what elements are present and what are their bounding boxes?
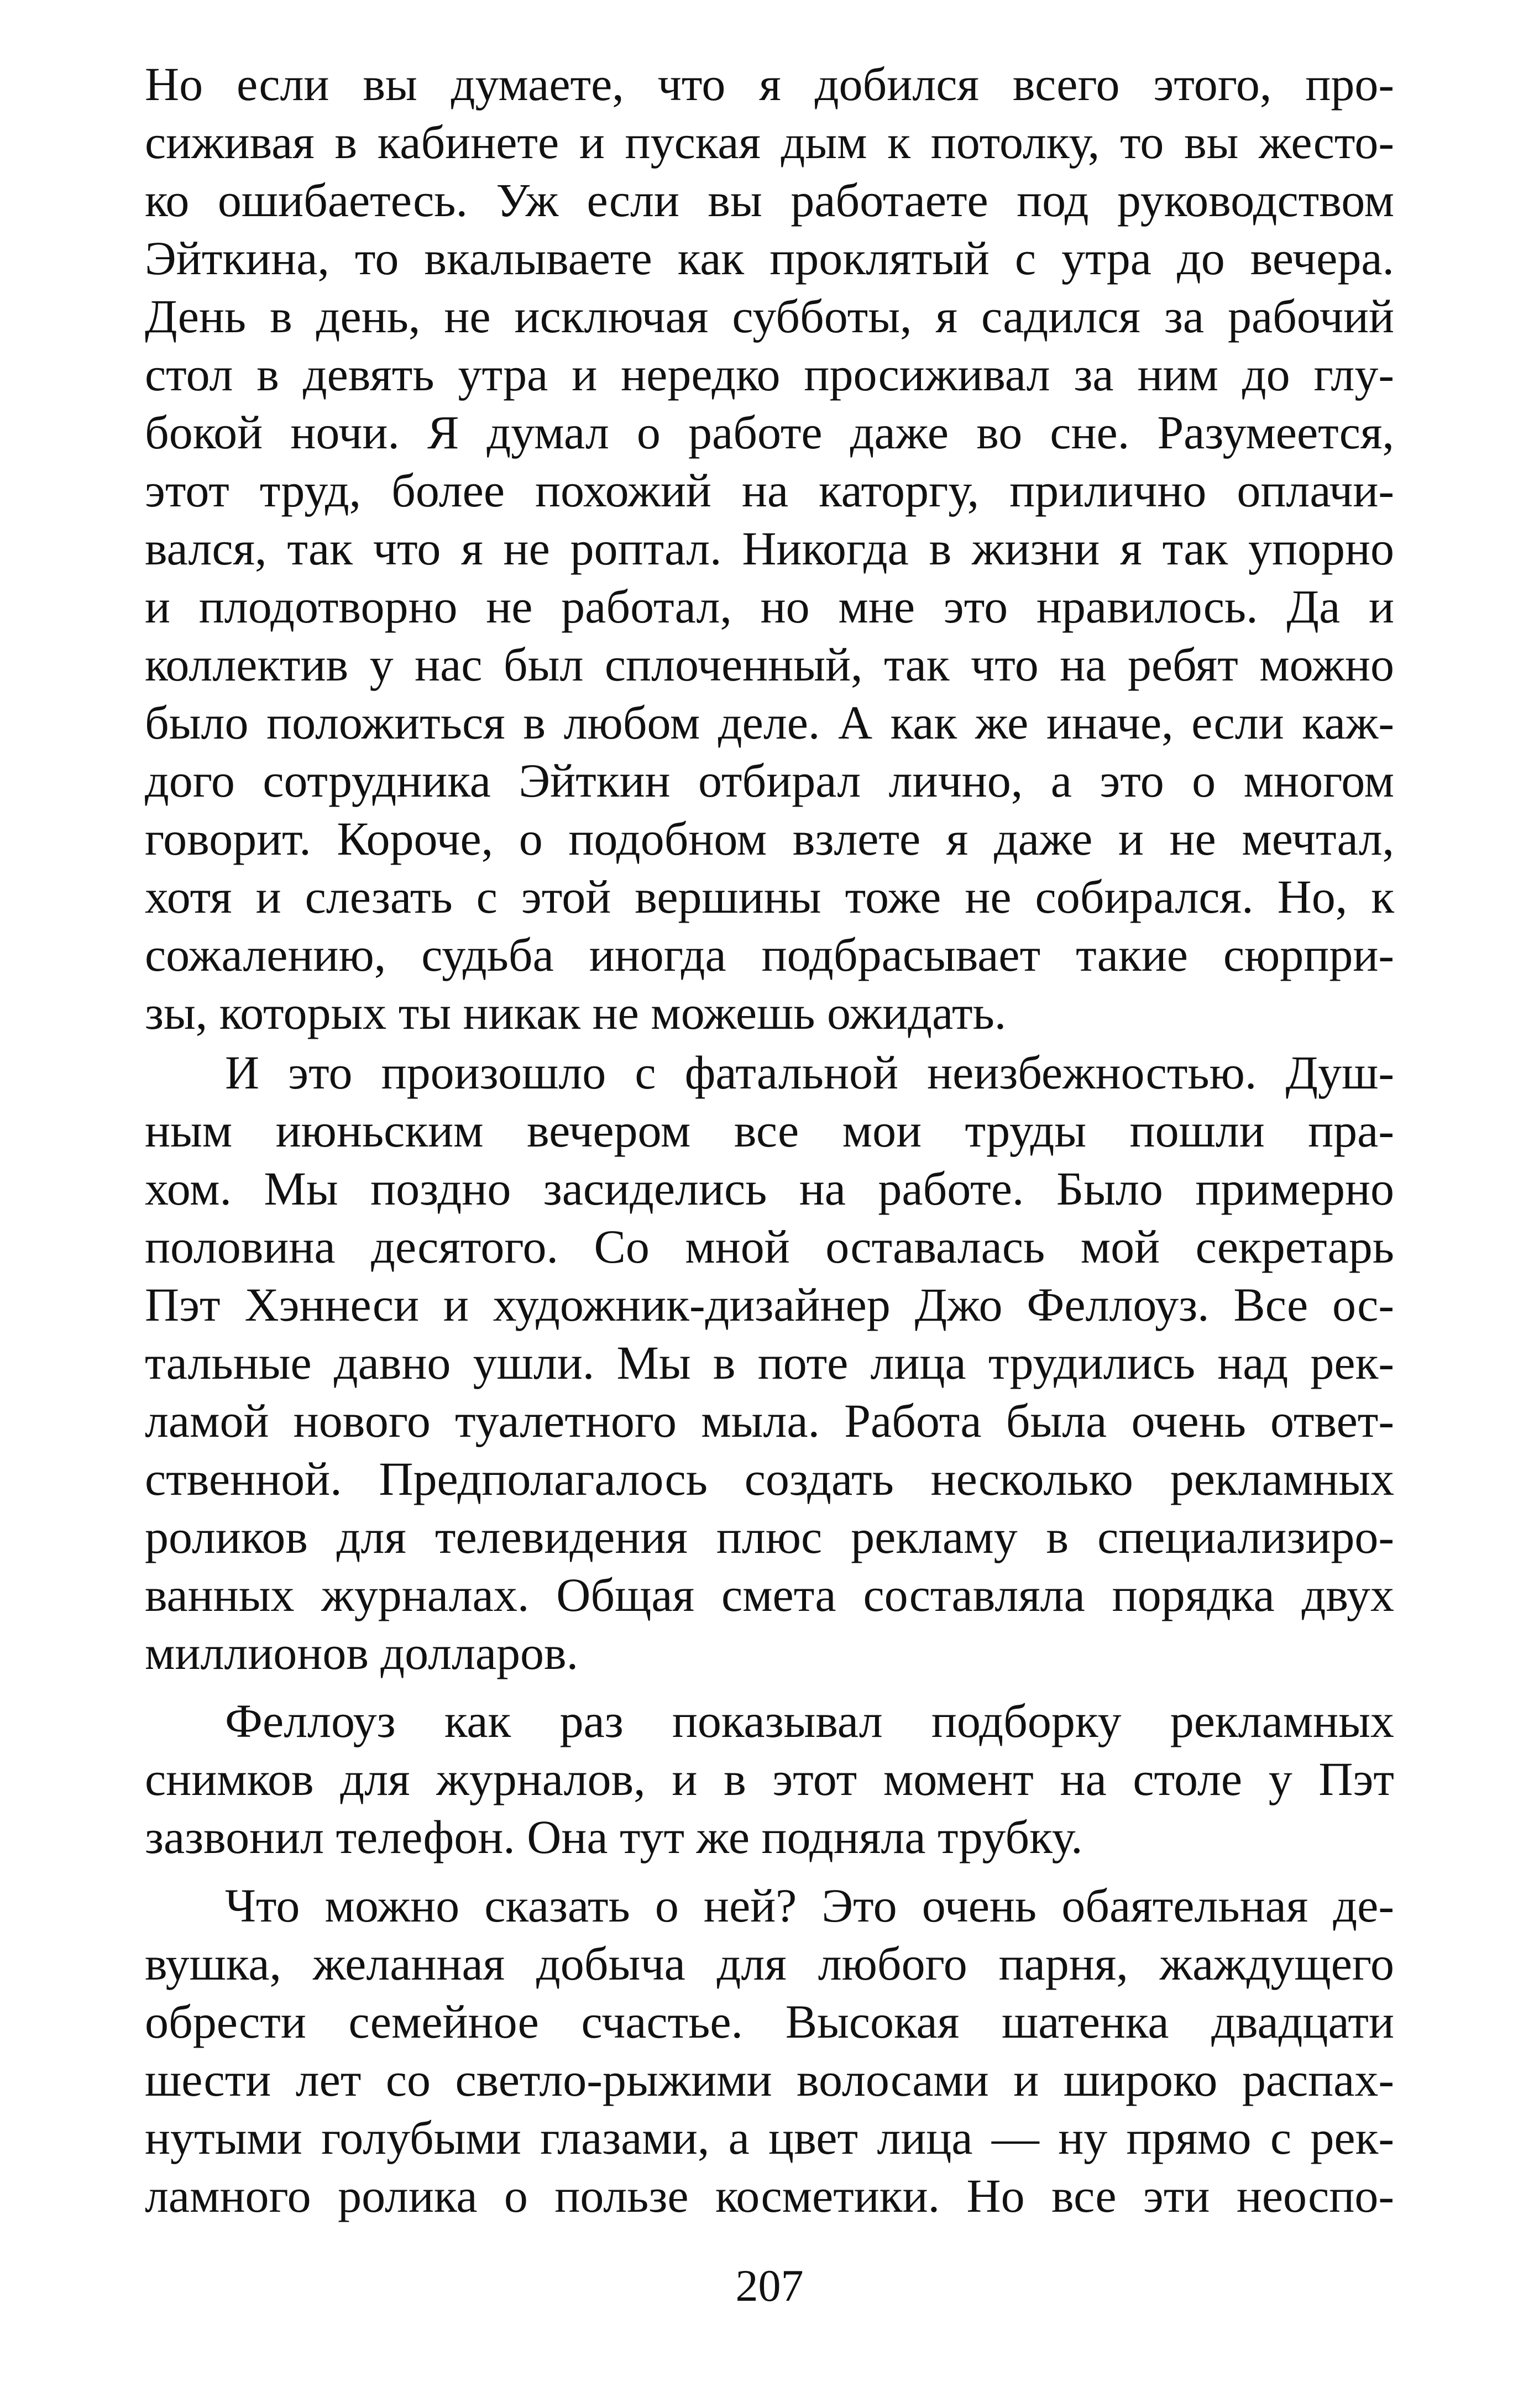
text-line: роликов для телевидения плюс рекламу в специализиро- — [145, 1510, 1394, 1563]
paragraph-first-line: Феллоуз как раз показывал подборку рекламных — [225, 1694, 1394, 1747]
text-line: ламного ролика о пользе косметики. Но все эти неоспо- — [145, 2169, 1394, 2222]
page-number: 207 — [735, 2260, 804, 2311]
text-line: говорит. Короче, о подобном взлете я даже и не мечтал, — [145, 812, 1394, 865]
text-line: Пэт Хэннеси и художник-дизайнер Джо Феллоуз. Все ос- — [145, 1278, 1394, 1331]
text-line: вушка, желанная добыча для любого парня, жаждущего — [145, 1937, 1394, 1990]
text-line: миллионов долларов. — [145, 1626, 579, 1679]
text-line: бокой ночи. Я думал о работе даже во сне. Разумеется, — [145, 406, 1394, 459]
text-line: дого сотрудника Эйткин отбирал лично, а это о многом — [145, 754, 1394, 807]
text-line: Эйткина, то вкалываете как проклятый с утра до вечера. — [145, 232, 1394, 285]
text-line: шести лет со светло-рыжими волосами и широко распах- — [145, 2053, 1394, 2106]
paragraph-first-line: Что можно сказать о ней? Это очень обаятельная де- — [225, 1879, 1394, 1932]
paragraph-first-line: И это произошло с фатальной неизбежностью. Душ- — [225, 1046, 1394, 1099]
text-line: снимков для журналов, и в этот момент на столе у Пэт — [145, 1752, 1394, 1805]
text-line: Но если вы думаете, что я добился всего этого, про- — [145, 57, 1394, 111]
page-body — [145, 55, 1394, 2322]
text-line: нутыми голубыми глазами, а цвет лица — ну прямо с рек- — [145, 2111, 1394, 2164]
text-line: ственной. Предполагалось создать несколько рекламных — [145, 1452, 1394, 1505]
text-line: коллектив у нас был сплоченный, так что на ребят можно — [145, 638, 1394, 691]
text-line: было положиться в любом деле. А как же иначе, если каж- — [145, 696, 1394, 749]
text-line: стол в девять утра и нередко просиживал за ним до глу- — [145, 348, 1394, 401]
text-line: День в день, не исключая субботы, я садился за рабочий — [145, 290, 1394, 343]
text-line: сиживая в кабинете и пуская дым к потолку, то вы жесто- — [145, 116, 1394, 169]
text-line: зазвонил телефон. Она тут же подняла трубку. — [145, 1810, 1083, 1863]
text-line: вался, так что я не роптал. Никогда в жизни я так упорно — [145, 522, 1394, 575]
text-line: тальные давно ушли. Мы в поте лица трудились над рек- — [145, 1336, 1394, 1389]
text-line: сожалению, судьба иногда подбрасывает такие сюрпри- — [145, 928, 1394, 981]
text-line: зы, которых ты никак не можешь ожидать. — [145, 986, 1007, 1039]
text-line: хотя и слезать с этой вершины тоже не собирался. Но, к — [145, 870, 1394, 923]
text-line: ко ошибаетесь. Уж если вы работаете под руководством — [145, 174, 1394, 227]
text-line: ламой нового туалетного мыла. Работа была очень ответ- — [145, 1394, 1394, 1447]
text-line: половина десятого. Со мной оставалась мой секретарь — [145, 1220, 1394, 1273]
text-line: этот труд, более похожий на каторгу, прилично оплачи- — [145, 464, 1394, 517]
text-line: и плодотворно не работал, но мне это нравилось. Да и — [145, 580, 1394, 633]
text-line: обрести семейное счастье. Высокая шатенка двадцати — [145, 1995, 1394, 2048]
text-line: ванных журналах. Общая смета составляла порядка двух — [145, 1568, 1394, 1621]
text-line: ным июньским вечером все мои труды пошли пра- — [145, 1104, 1394, 1157]
text-line: хом. Мы поздно засиделись на работе. Было примерно — [145, 1162, 1394, 1215]
